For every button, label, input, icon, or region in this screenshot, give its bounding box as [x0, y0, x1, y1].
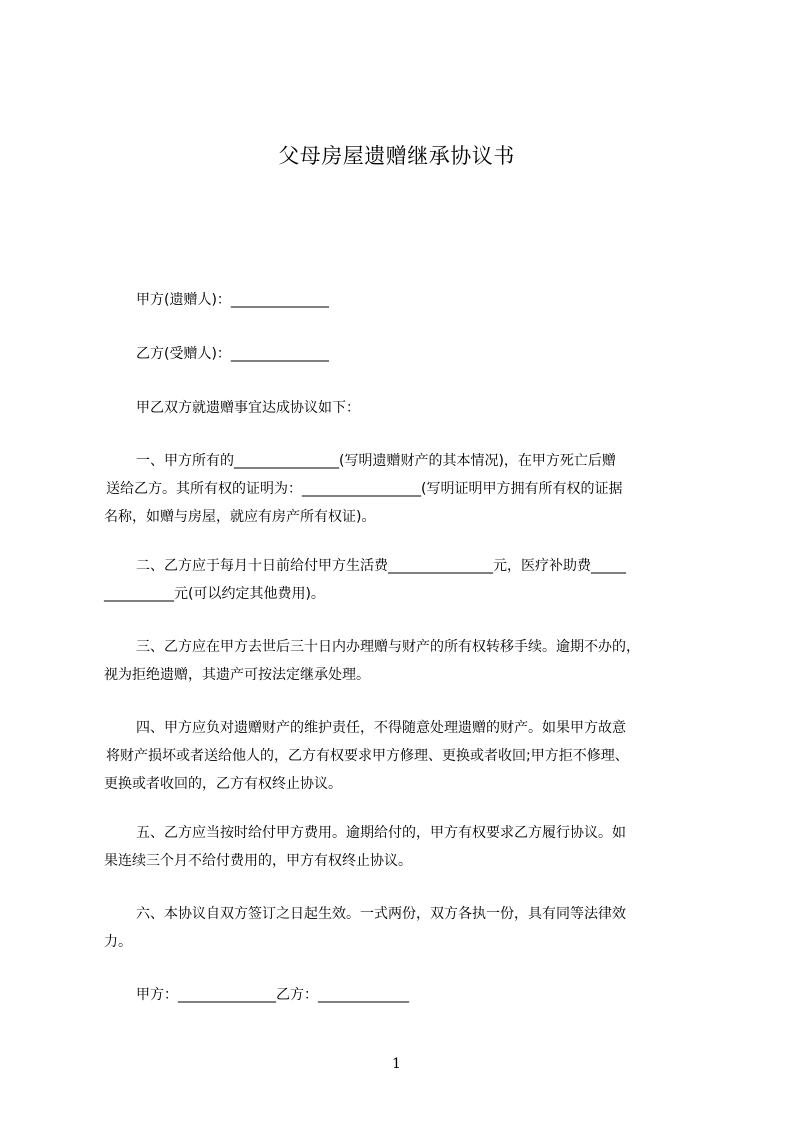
party-a-line — [104, 286, 704, 314]
clause-1-line: 送给乙方。其所有权的证明为：_________________(写明证明甲方拥有所有权的证据 — [106, 481, 623, 497]
clause-3-paragraph — [104, 633, 704, 689]
clause-5-paragraph — [104, 819, 704, 875]
clause-1-line: 一、甲方所有的_______________(写明遗赠财产的其本情况)，在甲方死亡后赠 — [136, 453, 616, 469]
intro-paragraph — [104, 394, 704, 422]
clause-4-line: 更换或者收回的，乙方有权终止协议。 — [104, 776, 342, 792]
page-number: 1 — [392, 1056, 401, 1072]
clause-5-line: 五、乙方应当按时给付甲方费用。逾期给付的，甲方有权要求乙方履行协议。如 — [136, 825, 626, 841]
clause-4-line: 四、甲方应负对遗赠财产的维护责任，不得随意处理遗赠的财产。如果甲方故意 — [136, 720, 626, 736]
party-b-line — [104, 340, 704, 368]
clause-2-paragraph — [104, 552, 704, 608]
clause-3-line: 视为拒绝遗赠，其遗产可按法定继承处理。 — [104, 667, 370, 683]
clause-1-paragraph — [104, 447, 704, 531]
clause-6-paragraph — [104, 900, 704, 956]
signature-text: 甲方：______________乙方：_____________ — [136, 987, 409, 1003]
clause-4-paragraph — [104, 714, 704, 798]
clause-2-line: __________元(可以约定其他费用)。 — [104, 586, 325, 602]
party-a-text: 甲方(遗赠人)：______________ — [136, 292, 329, 308]
party-b-text: 乙方(受赠人)：______________ — [136, 346, 329, 362]
clause-6-line: 力。 — [104, 934, 132, 950]
clause-6-line: 六、本协议自双方签订之日起生效。一式两份，双方各执一份，具有同等法律效 — [136, 906, 626, 922]
clause-2-line: 二、乙方应于每月十日前给付甲方生活费_______________元，医疗补助费_____ — [136, 558, 626, 574]
clause-1-line: 名称，如赠与房屋，就应有房产所有权证)。 — [104, 509, 376, 525]
clause-5-line: 果连续三个月不给付费用的，甲方有权终止协议。 — [104, 853, 412, 869]
intro-text: 甲乙双方就遗赠事宜达成协议如下： — [136, 400, 360, 416]
clause-4-line: 将财产损坏或者送给他人的，乙方有权要求甲方修理、更换或者收回;甲方拒不修理、 — [106, 748, 629, 764]
document-title: 父母房屋遗赠继承协议书 — [278, 144, 515, 168]
signature-paragraph — [104, 981, 704, 1009]
clause-3-line: 三、乙方应在甲方去世后三十日内办理赠与财产的所有权转移手续。逾期不办的， — [136, 639, 640, 655]
